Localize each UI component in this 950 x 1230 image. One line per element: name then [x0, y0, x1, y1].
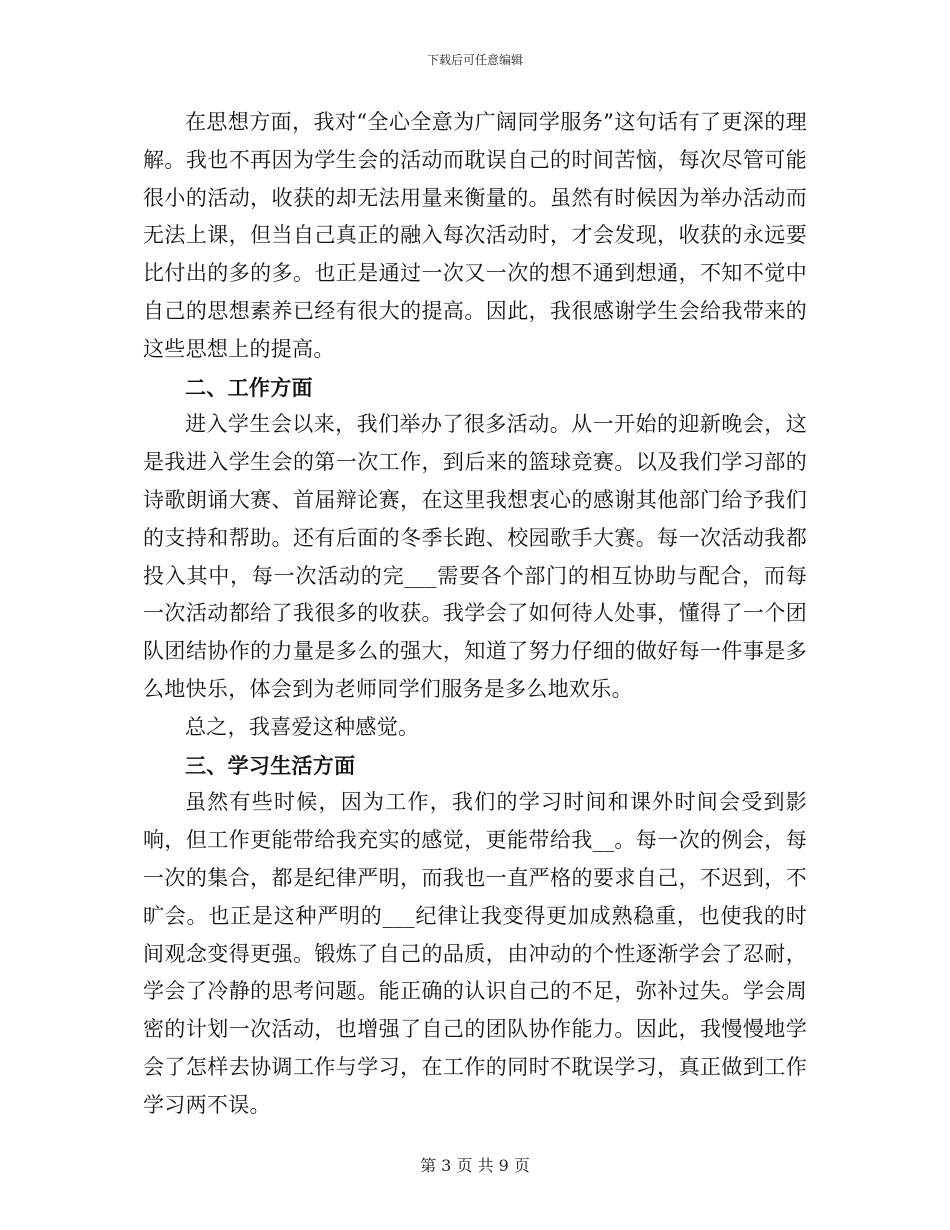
- paragraph-thinking: 在思想方面，我对“全心全意为广阔同学服务”这句话有了更深的理解。我也不再因为学生会的活动而耽误自己的时间苦恼，每次尽管可能很小的活动，收获的却无法用量来衡量的。虽然有时候因为举办活动而无法上课，但当自己真正的融入每次活动时，才会发现，收获的永远要比付出的多的多。也正是通过一次又一次的想不通到想通，不知不觉中自己的思想素养已经有很大的提高。因此，我很感谢学生会给我带来的这些思想上的提高。: [143, 110, 807, 361]
- document-body: [143, 104, 807, 1125]
- page-header-note: 下载后可任意编辑: [426, 53, 523, 67]
- page-number: 第 3 页 共 9 页: [420, 1156, 530, 1175]
- section-heading-study: 三、学习生活方面: [185, 752, 356, 778]
- paragraph-summary: 总之，我喜爱这种感觉。: [185, 714, 420, 739]
- paragraph-study: 虽然有些时候，因为工作，我们的学习时间和课外时间会受到影响，但工作更能带给我充实的感觉，更能带给我__。每一次的例会，每一次的集合，都是纪律严明，而我也一直严格的要求自己，不迟到，不旷会。也正是这种严明的___纪律让我变得更加成熟稳重，也使我的时间观念变得更强。锻炼了自己的品质，由冲动的个性逐渐学会了忍耐，学会了冷静的思考问题。能正确的认识自己的不足，弥补过失。学会周密的计划一次活动，也增强了自己的团队协作能力。因此，我慢慢地学会了怎样去协调工作与学习，在工作的同时不耽误学习，真正做到工作学习两不误。: [143, 790, 807, 1117]
- section-heading-work: 二、工作方面: [185, 374, 313, 400]
- paragraph-work: 进入学生会以来，我们举办了很多活动。从一开始的迎新晚会，这是我进入学生会的第一次工作，到后来的篮球竞赛。以及我们学习部的诗歌朗诵大赛、首届辩论赛，在这里我想衷心的感谢其他部门给予我们的支持和帮助。还有后面的冬季长跑、校园歌手大赛。每一次活动我都投入其中，每一次活动的完___需要各个部门的相互协助与配合，而每一次活动都给了我很多的收获。我学会了如何待人处事，懂得了一个团队团结协作的力量是多么的强大，知道了努力仔细的做好每一件事是多么地快乐，体会到为老师同学们服务是多么地欢乐。: [143, 412, 807, 701]
